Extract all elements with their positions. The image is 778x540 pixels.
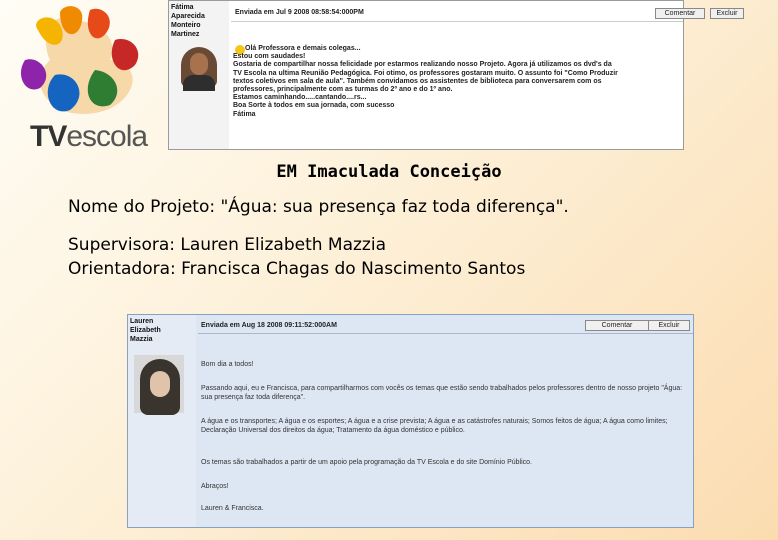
post2-avatar [134, 355, 184, 413]
project-name: Nome do Projeto: "Água: sua presença faz toda diferença". [68, 197, 569, 217]
post1-line: professores, principalmente com as turmas do 2º ano e do 1º ano. [233, 86, 453, 94]
post1-sent-date: Enviada em Jul 9 2008 08:58:54:000PM [235, 9, 364, 16]
school-title: EM Imaculada Conceição [276, 162, 502, 182]
post2-author-first: Lauren [130, 318, 154, 325]
post1-line: Estou com saudades! [233, 53, 306, 61]
post1-sidebar [169, 1, 229, 149]
logo-wordmark [30, 120, 147, 154]
logo-escola: escola [66, 120, 148, 153]
hand-logo-icon [0, 0, 165, 130]
post2-sidebar [128, 315, 196, 527]
post1-delete-button[interactable]: Excluir [710, 8, 744, 19]
post1-avatar [181, 47, 217, 87]
post2-author-last: Mazzia [130, 336, 153, 343]
post1-line: Fátima [233, 110, 256, 118]
tv-escola-logo [0, 0, 165, 165]
post1-line: Gostaria de compartilhar nossa felicidade por estarmos realizando nosso Projeto. Agora já utilizamos os dvd's da [233, 61, 612, 69]
post2-paragraph-1: Passando aqui, eu e Francisca, para compartilharmos com vocês os temas que estão sendo trabalhados pelos professores dentro de nosso projeto "Água: sua presença faz toda diferença". [201, 385, 683, 401]
post1-line: Boa Sorte à todos em sua jornada, com sucesso [233, 102, 395, 110]
post2-delete-button[interactable]: Excluir [648, 320, 690, 331]
post2-sent-date: Enviada em Aug 18 2008 09:11:52:000AM [201, 322, 337, 329]
post1-line: Olá Professora e demais colegas... [245, 45, 361, 52]
forum-post-2 [127, 314, 694, 528]
post2-paragraph-2: A água e os transportes; A água e os esportes; A água e a crise prevista; A água e as catástrofes naturais; Somos feitos de água; A água como limites; Declaração Universal dos direitos da água; Tratamento da água doméstico e público. [201, 418, 668, 434]
post1-header [231, 5, 738, 22]
forum-post-1 [168, 0, 738, 150]
post1-line: textos coletivos em sala de aula". Também convidamos os assistentes de biblioteca para conversarem com os [233, 77, 602, 85]
supervisor: Supervisora: Lauren Elizabeth Mazzia [68, 235, 386, 255]
post2-main [198, 315, 693, 527]
post2-paragraph-3: Os temas são trabalhados a partir de um apoio pela programação da TV Escola e do site Domínio Público. [201, 459, 532, 466]
logo-tv: TV [30, 120, 67, 153]
post2-comment-button[interactable]: Comentar [585, 320, 649, 331]
post1-line: TV Escola na ultima Reunião Pedagógica. Foi otimo, os professores gostaram muito. O assunto foi "Como Produzir [233, 69, 618, 77]
post2-author [130, 317, 161, 344]
post2-greeting: Bom dia a todos! [201, 361, 254, 368]
post1-body [233, 45, 681, 119]
post2-header [198, 317, 693, 334]
post1-comment-button[interactable]: Comentar [655, 8, 705, 19]
post2-closing: Abraços! [201, 483, 229, 490]
post1-line: Estamos caminhando.....cantando....rs... [233, 94, 367, 102]
post2-author-middle: Elizabeth [130, 327, 161, 334]
post2-signature: Lauren & Francisca. [201, 505, 264, 512]
post1-author: Fátima Aparecida Monteiro Martinez [171, 4, 205, 38]
advisor: Orientadora: Francisca Chagas do Nascimento Santos [68, 259, 526, 279]
